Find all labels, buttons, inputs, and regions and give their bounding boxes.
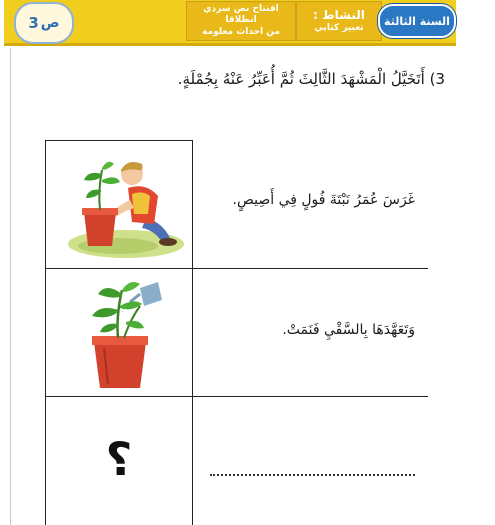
sentence-row-1: غَرَسَ عُمَرُ نَبْتَةَ فُولٍ فِي أَصِيصٍ. (232, 192, 415, 208)
activity-label: النشاط : (313, 7, 365, 22)
question-mark-placeholder: ؟ (105, 432, 133, 486)
margin-line (10, 48, 11, 525)
header-divider (4, 43, 456, 46)
answer-dotted-line[interactable] (210, 474, 415, 476)
writing-line-separator (193, 268, 428, 269)
activity-name: تعبير كتابي (314, 22, 364, 33)
row-separator (45, 268, 193, 269)
page-number-badge (14, 2, 74, 44)
sentence-row-2: وَتَعَهَّدَهَا بِالسَّقْيِ فَنَمَتْ. (282, 322, 415, 338)
lesson-topic-line2: من احداث معلومة (202, 26, 280, 37)
writing-line-separator (193, 396, 428, 397)
lesson-topic-line1: افتتاح نص سردي انطلاقا (203, 4, 279, 26)
exercise-instruction: 3) أَتَخَيَّلُ الْمَشْهَدَ الثَّالِثَ ثُمَّ أُعَبِّرُ عَنْهُ بِجُمْلَةٍ. (177, 70, 445, 88)
activity-box (296, 1, 382, 41)
lesson-topic-box (186, 1, 296, 41)
row-separator (45, 396, 193, 397)
page-badge-logo-icon: ص (40, 15, 60, 31)
page-number: 3 (28, 14, 39, 32)
grade-badge: السنة الثالثة (378, 4, 456, 38)
